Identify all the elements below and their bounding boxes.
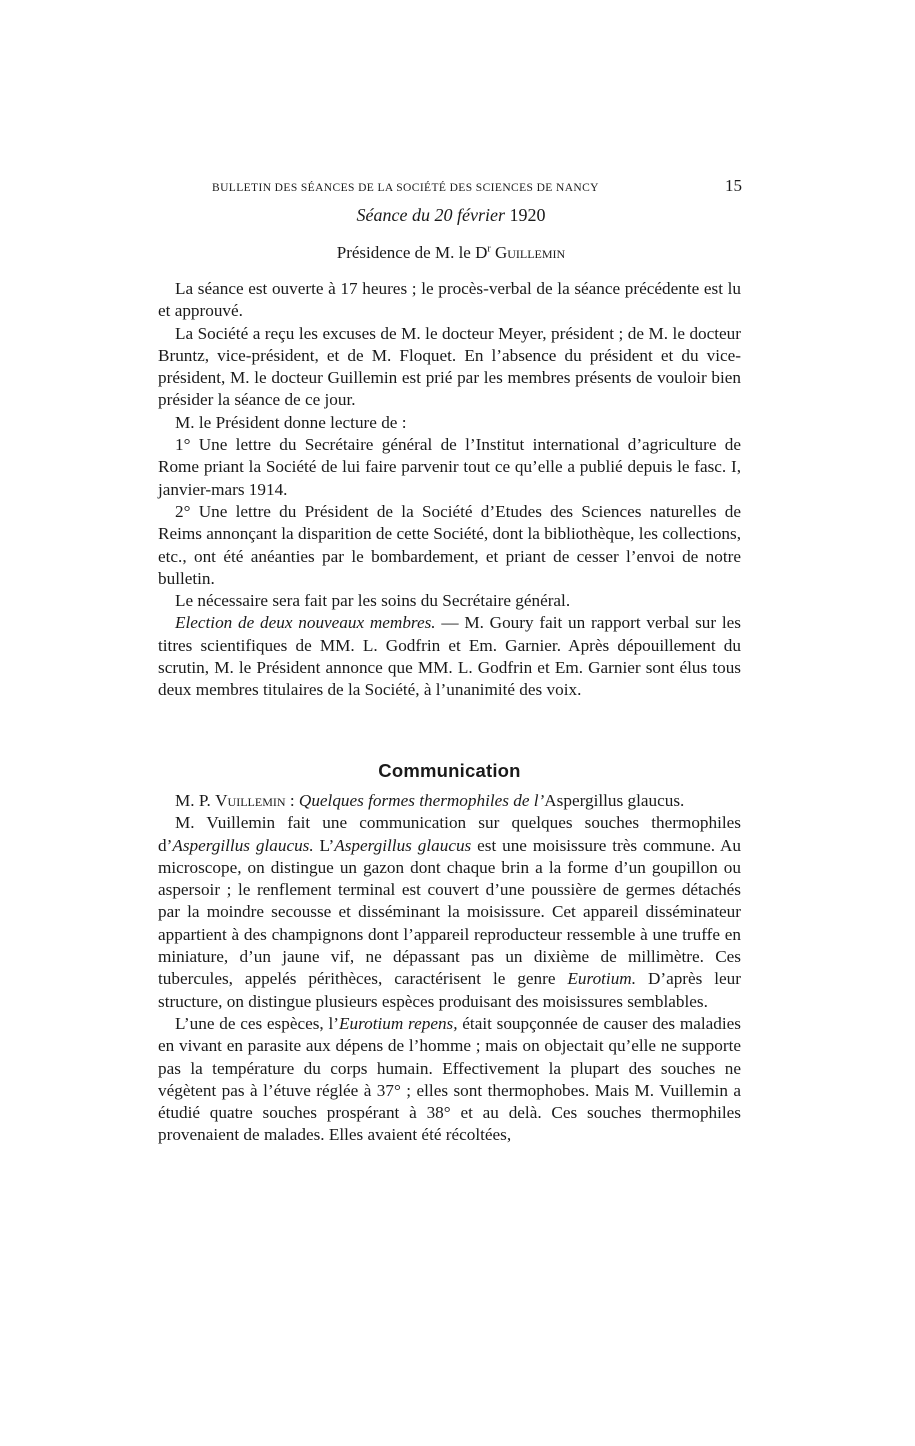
paragraph-excuses: La Société a reçu les excuses de M. le docteur Meyer, président ; de M. le docteur Bruntz, vice-président, et de M. Floquet. En l’absence du président et du vice-président, M. le docteur Guillemin est prié par les membres présents de vouloir bien présider la séance de ce jour. [158,323,741,410]
communication-title-species: Aspergillus glaucus. [544,791,685,810]
paragraph-lecture: M. le Président donne lecture de : [175,412,407,432]
page-number: 15 [725,176,742,195]
presidence-sup: r [487,243,491,255]
communication-author-line [158,790,741,812]
session-title-text: Séance du 20 février [356,205,505,225]
text-run: était soupçonnée de causer des maladies en vivant en parasite aux dépens de l’homme ; mais on objectait qu’elle ne supporte pas la température du corps humain. Effectivement la plupart des souches ne végètent pas à l’étuve réglée à 37° ; elles sont thermophobes. Mais M. Vuillemin a étudié quatre souches prospérant à 38° et au delà. Ces souches thermophiles provenaient de malades. Elles avaient été récoltées, [158,1013,741,1145]
text-run: L’ [313,835,335,855]
text-run: M. Vuillemin fait une communication sur quelques souches thermophiles d’ [158,813,741,855]
paragraph-vuillemin [158,812,741,1013]
author-name: Vuillemin [215,791,286,810]
session-year: 1920 [509,205,546,225]
communication-title: Quelques formes thermophiles de l’ [298,791,545,810]
running-head-title: BULLETIN DES SÉANCES DE LA SOCIÉTÉ DES SCIENCES DE NANCY [212,182,599,194]
italic-run: Aspergillus glaucus [334,835,472,855]
italic-run: Eurotium repens, [338,1013,458,1033]
text-run: D’après leur structure, on distingue plusieurs espèces produisant des moisissures semblables. [158,969,741,1011]
minutes-body [158,278,741,702]
election-title: Election de deux nouveaux membres. [175,613,436,633]
running-head [160,176,742,196]
italic-run: Eurotium. [567,969,637,989]
paragraph-eurotium [158,1013,741,1147]
paragraph-secretary: Le nécessaire sera fait par les soins du Secrétaire général. [175,591,571,611]
presidence-line [160,243,742,263]
election-text: — M. Goury fait un rapport verbal sur les titres scientifiques de MM. L. Godfrin et Em. Garnier. Après dépouillement du scrutin, M. le Président annonce que MM. L. Godfrin et Em. Garnier sont élus tous deux membres titulaires de la Société, à l’unanimité des voix. [158,613,741,700]
presidence-prefix: Présidence de M. le D [336,243,488,262]
presidence-name: Guillemin [494,243,566,262]
section-heading-communication: Communication [378,760,521,781]
paragraph-letter-1: 1° Une lettre du Secrétaire général de l’Institut international d’agriculture de Rome priant la Société de lui faire parvenir tout ce qu’elle a publié depuis le fasc. I, janvier-mars 1914. [158,435,741,499]
text-run: est une moisissure très commune. Au microscope, on distingue un gazon dont chaque brin a la forme d’un goupillon ou aspersoir ; le renflement terminal est couvert d’une poussière de germes détachés par la moindre secousse et disséminant la moisissure. Cet appareil disséminateur appartient à des champignons dont l’appareil reproducteur ressemble à une truffe en miniature, d’un jaune vif, ne dépassant pas un dixième de millimètre. Ces tubercules, appelés périthèces, caractérisent le genre [158,835,741,989]
session-title [160,205,742,226]
paragraph-election [158,612,741,701]
paragraph-opening: La séance est ouverte à 17 heures ; le procès-verbal de la séance précédente est lu et approuvé. [158,279,741,321]
italic-run: Aspergillus glaucus. [172,835,314,855]
text-run: L’une de ces espèces, l’ [175,1013,339,1033]
paragraph-letter-2: 2° Une lettre du Président de la Société d’Etudes des Sciences naturelles de Reims annonçant la disparition de cette Société, dont la bibliothèque, les collections, etc., ont été anéanties par le bombardement, et priant de cesser l’envoi de notre bulletin. [158,501,741,588]
author-prefix: M. P. [175,791,216,810]
communication-body [158,790,741,1147]
author-separator: : [285,791,299,810]
